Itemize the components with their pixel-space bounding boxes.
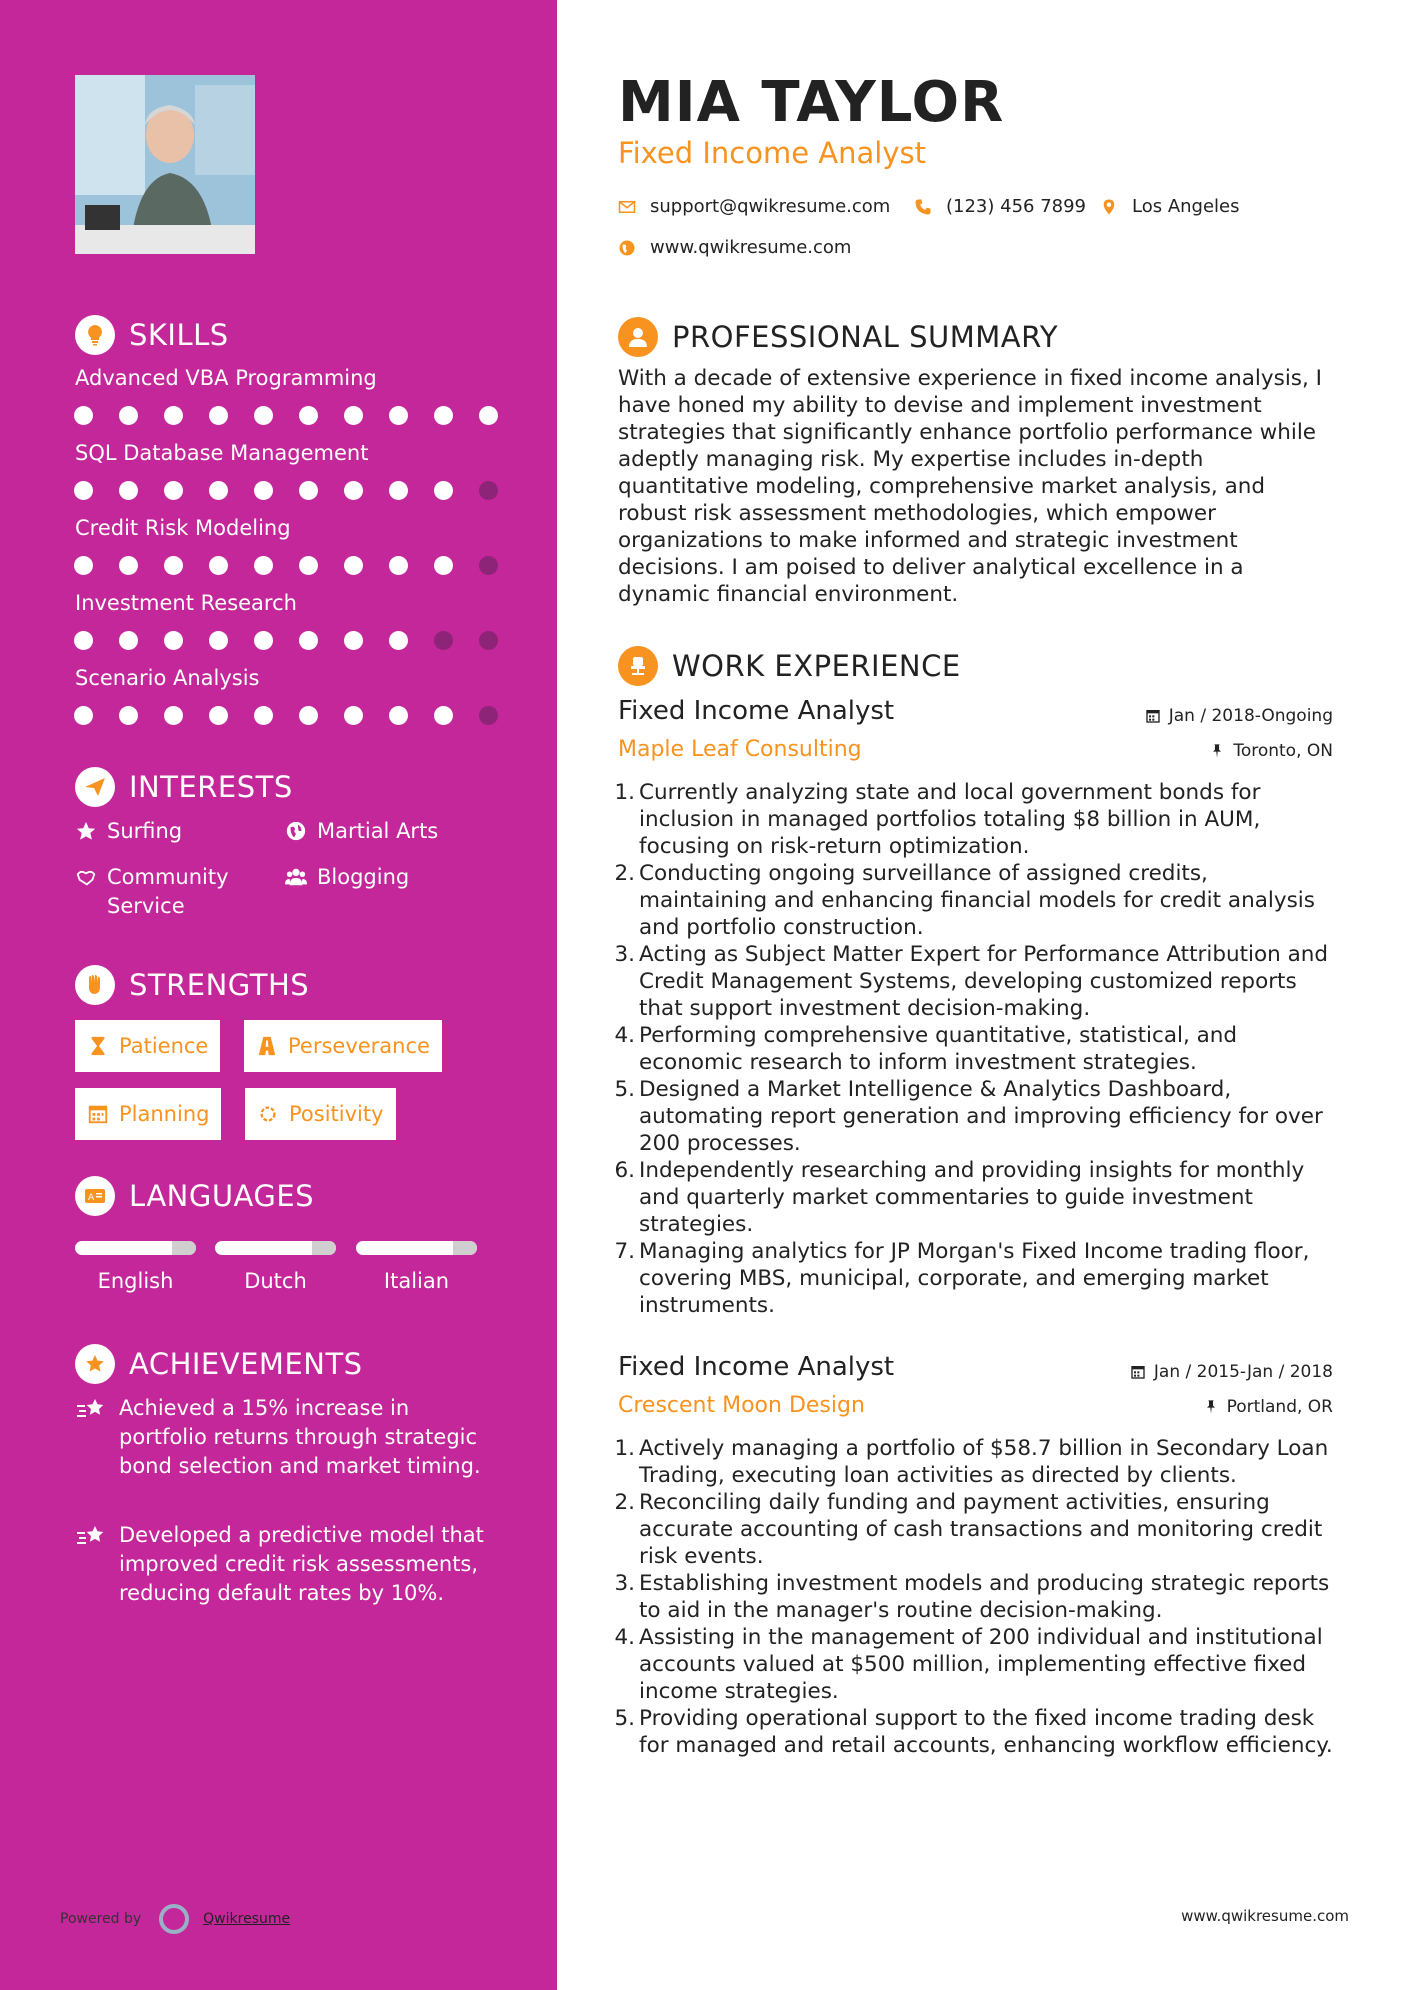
job-title: Fixed Income Analyst [618, 696, 895, 726]
duty-text: Independently researching and providing insights for monthly and quarterly market commentaries to guide investment strategies. [639, 1158, 1305, 1237]
duty-item [610, 1570, 1340, 1624]
footer-website[interactable]: www.qwikresume.com [1181, 1907, 1349, 1925]
job-dates [1130, 1362, 1333, 1382]
strength-badge [75, 1020, 220, 1072]
duty-number: 3. [614, 1571, 635, 1596]
skill-dot-filled [344, 631, 363, 650]
skill-dot-filled [119, 556, 138, 575]
interests-title: INTERESTS [129, 770, 293, 804]
road-icon [256, 1035, 278, 1057]
skill-dot-filled [209, 481, 228, 500]
skill-dot-filled [119, 706, 138, 725]
duty-text: Designed a Market Intelligence & Analytics Dashboard, automating report generation and improving efficiency for over 200 processes. [639, 1077, 1323, 1156]
skill-dot-filled [74, 631, 93, 650]
map-pin-icon [1100, 198, 1118, 216]
contact-website [618, 237, 851, 258]
skill-dot-filled [389, 706, 408, 725]
job-dates-text: Jan / 2015-Jan / 2018 [1153, 1362, 1333, 1382]
language-name: Italian [383, 1269, 450, 1293]
skill-dot-filled [254, 631, 273, 650]
skill-dot-filled [479, 406, 498, 425]
strengths-heading [75, 965, 309, 1005]
duty-item [610, 1157, 1340, 1238]
envelope-icon [618, 198, 636, 216]
globe-icon [618, 239, 636, 257]
interests-heading [75, 767, 293, 807]
location-text: Los Angeles [1132, 196, 1240, 217]
skill-dot-filled [389, 556, 408, 575]
duty-item [610, 1238, 1340, 1319]
skill-dot-filled [299, 631, 318, 650]
skill-dot-filled [119, 406, 138, 425]
duty-text: Providing operational support to the fixed income trading desk for managed and retail accounts, enhancing workflow efficiency. [639, 1706, 1333, 1758]
skill-name: SQL Database Management [75, 441, 369, 465]
duty-item [610, 1489, 1340, 1570]
duty-number: 1. [614, 780, 635, 805]
phone-text: (123) 456 7899 [946, 196, 1087, 217]
interest-label: Surfing [107, 819, 183, 843]
skill-name: Advanced VBA Programming [75, 366, 377, 390]
duty-number: 3. [614, 942, 635, 967]
skill-dot-filled [74, 406, 93, 425]
interest-item [285, 863, 409, 892]
skill-dot-filled [119, 631, 138, 650]
job-location [1203, 1397, 1333, 1417]
duty-number: 1. [614, 1436, 635, 1461]
achievements-heading [75, 1344, 363, 1384]
skill-dot-filled [164, 631, 183, 650]
skills-heading [75, 315, 229, 355]
qwikresume-logo-icon [159, 1904, 189, 1934]
duty-text: Acting as Subject Matter Expert for Performance Attribution and Credit Management Systems, developing customized reports that support investment decision-making. [639, 942, 1329, 1021]
skill-dot-empty [479, 556, 498, 575]
skill-dot-filled [389, 481, 408, 500]
sidebar [0, 0, 557, 1990]
strength-badge [245, 1088, 396, 1140]
hourglass-icon [87, 1035, 109, 1057]
website-text: www.qwikresume.com [650, 237, 852, 258]
duty-text: Conducting ongoing surveillance of assigned credits, maintaining and enhancing financial models for credit analysis and portfolio construction. [639, 861, 1315, 940]
skill-dot-filled [254, 406, 273, 425]
duty-number: 5. [614, 1706, 635, 1731]
skill-dot-filled [119, 481, 138, 500]
pushpin-icon [1203, 1399, 1219, 1415]
skill-dot-filled [389, 631, 408, 650]
skill-dot-empty [479, 481, 498, 500]
language-icon [75, 1176, 115, 1216]
language-level-bar [356, 1241, 477, 1255]
skill-dot-filled [209, 706, 228, 725]
skill-dot-filled [434, 481, 453, 500]
achievement-item [75, 1394, 485, 1481]
skill-dot-filled [254, 706, 273, 725]
achievement-item [75, 1521, 485, 1608]
qwikresume-link[interactable]: Qwikresume [203, 1911, 291, 1927]
skill-dot-filled [434, 706, 453, 725]
star-badge-icon [75, 1344, 115, 1384]
calendar-icon [1145, 708, 1161, 724]
job-company: Crescent Moon Design [618, 1393, 865, 1418]
lightbulb-icon [75, 315, 115, 355]
language-level-bar [215, 1241, 336, 1255]
duty-text: Managing analytics for JP Morgan's Fixed Income trading floor, covering MBS, municipal, corporate, and emerging market instruments. [639, 1239, 1310, 1318]
handshake-icon [75, 866, 97, 888]
job-title: Fixed Income Analyst [618, 1352, 895, 1382]
duty-item [610, 1705, 1340, 1759]
skill-name: Credit Risk Modeling [75, 516, 291, 540]
strength-badge [75, 1088, 221, 1140]
skill-dot-filled [389, 406, 408, 425]
duty-text: Assisting in the management of 200 individual and institutional accounts valued at $500 million, implementing effective fixed income strategies. [639, 1625, 1323, 1704]
duty-number: 5. [614, 1077, 635, 1102]
skill-dot-filled [299, 481, 318, 500]
strength-label: Planning [119, 1102, 210, 1126]
skill-dot-filled [299, 406, 318, 425]
skill-name: Investment Research [75, 591, 297, 615]
skill-dot-empty [479, 631, 498, 650]
globe-icon [285, 820, 307, 842]
candidate-name: MIA TAYLOR [618, 70, 1005, 135]
pushpin-icon [1209, 743, 1225, 759]
email-text: support@qwikresume.com [650, 196, 891, 217]
skill-dot-filled [164, 706, 183, 725]
duty-text: Actively managing a portfolio of $58.7 billion in Secondary Loan Trading, executing loan activities as directed by clients. [639, 1436, 1329, 1488]
candidate-role: Fixed Income Analyst [618, 136, 926, 170]
skill-dot-filled [74, 481, 93, 500]
language-name: Dutch [244, 1269, 307, 1293]
skill-dot-filled [74, 556, 93, 575]
languages-title: LANGUAGES [129, 1179, 315, 1213]
calendar-icon [1130, 1364, 1146, 1380]
skill-dot-filled [344, 406, 363, 425]
strength-label: Positivity [289, 1102, 384, 1126]
users-icon [285, 866, 307, 888]
skill-dot-filled [209, 631, 228, 650]
strength-badge [244, 1020, 442, 1072]
language-level-remaining [172, 1241, 196, 1255]
duty-number: 2. [614, 861, 635, 886]
duty-number: 4. [614, 1023, 635, 1048]
duty-item [610, 1022, 1340, 1076]
skill-dot-empty [479, 706, 498, 725]
achievement-text: Developed a predictive model that improved credit risk assessments, reducing default rates by 10%. [119, 1523, 484, 1605]
paper-plane-icon [75, 767, 115, 807]
phone-icon [914, 198, 932, 216]
contact-phone [914, 196, 1086, 217]
svg-text:A: A [88, 1193, 95, 1203]
job-location-text: Toronto, ON [1233, 741, 1333, 761]
skill-dot-filled [164, 556, 183, 575]
language-level-remaining [453, 1241, 477, 1255]
skill-dot-filled [164, 481, 183, 500]
sun-icon [257, 1103, 279, 1125]
skill-dot-empty [434, 631, 453, 650]
skill-dot-filled [254, 556, 273, 575]
shooting-star-icon [75, 1523, 107, 1551]
skill-dot-filled [209, 556, 228, 575]
skill-dot-filled [344, 556, 363, 575]
skill-rating [74, 706, 524, 725]
duty-text: Currently analyzing state and local government bonds for inclusion in managed portfolios totaling $8 billion in AUM, focusing on risk-return optimization. [639, 780, 1261, 859]
job-location-text: Portland, OR [1226, 1397, 1333, 1417]
powered-by-label: Powered by [60, 1911, 142, 1927]
job-location [1209, 741, 1333, 761]
duty-number: 6. [614, 1158, 635, 1183]
summary-text: With a decade of extensive experience in fixed income analysis, I have honed my ability to devise and implement investment strategies that significantly enhance portfolio performance while adeptly managing risk. My expertise includes in-depth quantitative modeling, comprehensive market analysis, and robust risk assessment methodologies, which empower organizations to make informed and strategic investment decisions. I am poised to deliver analytical excellence in a dynamic financial environment. [618, 366, 1322, 607]
skill-rating [74, 481, 524, 500]
experience-title: WORK EXPERIENCE [672, 649, 961, 683]
strength-label: Perseverance [288, 1034, 430, 1058]
skills-title: SKILLS [129, 318, 229, 352]
strength-label: Patience [119, 1034, 209, 1058]
skill-dot-filled [299, 706, 318, 725]
skill-dot-filled [74, 706, 93, 725]
skill-dot-filled [209, 406, 228, 425]
contact-location [1100, 196, 1240, 217]
duty-number: 4. [614, 1625, 635, 1650]
job-duties [610, 779, 1340, 1319]
duty-item [610, 1624, 1340, 1705]
job-dates-text: Jan / 2018-Ongoing [1168, 706, 1333, 726]
interest-item [75, 817, 182, 846]
duty-item [610, 1076, 1340, 1157]
interest-label: Martial Arts [317, 819, 439, 843]
interest-label: Blogging [317, 865, 410, 889]
skill-dot-filled [299, 556, 318, 575]
duty-text: Establishing investment models and producing strategic reports to aid in the manager's routine decision-making. [639, 1571, 1330, 1623]
skill-dot-filled [254, 481, 273, 500]
duty-item [610, 779, 1340, 860]
skill-dot-filled [344, 481, 363, 500]
job-dates [1145, 706, 1333, 726]
calendar-icon [87, 1103, 109, 1125]
job-company: Maple Leaf Consulting [618, 737, 862, 762]
fist-icon [75, 965, 115, 1005]
duty-number: 7. [614, 1239, 635, 1264]
profile-photo [75, 75, 255, 254]
duty-item [610, 1435, 1340, 1489]
language-level-remaining [312, 1241, 336, 1255]
user-icon [618, 317, 658, 357]
summary-title: PROFESSIONAL SUMMARY [672, 320, 1059, 354]
interest-label: Community Service [107, 865, 229, 918]
language-level-bar [75, 1241, 196, 1255]
skill-rating [74, 631, 524, 650]
duty-number: 2. [614, 1490, 635, 1515]
skill-dot-filled [434, 556, 453, 575]
duty-item [610, 941, 1340, 1022]
languages-heading [75, 1176, 314, 1216]
shooting-star-icon [75, 1396, 107, 1424]
language-name: English [97, 1269, 174, 1293]
skill-dot-filled [164, 406, 183, 425]
interest-item [285, 817, 438, 846]
experience-heading [618, 646, 961, 686]
strengths-title: STRENGTHS [129, 968, 310, 1002]
achievements-title: ACHIEVEMENTS [129, 1347, 363, 1381]
powered-by [60, 1904, 290, 1934]
star-icon [75, 820, 97, 842]
duty-text: Performing comprehensive quantitative, statistical, and economic research to inform investment strategies. [639, 1023, 1238, 1075]
skill-dot-filled [344, 706, 363, 725]
skill-name: Scenario Analysis [75, 666, 260, 690]
achievement-text: Achieved a 15% increase in portfolio returns through strategic bond selection and market timing. [119, 1396, 481, 1478]
duty-item [610, 860, 1340, 941]
duty-text: Reconciling daily funding and payment activities, ensuring accurate accounting of cash transactions and monitoring credit risk events. [639, 1490, 1323, 1569]
interest-item [75, 863, 275, 921]
skill-rating [74, 556, 524, 575]
job-duties [610, 1435, 1340, 1759]
office-chair-icon [618, 646, 658, 686]
contact-email [618, 196, 890, 217]
skill-dot-filled [434, 406, 453, 425]
summary-heading [618, 317, 1058, 357]
skill-rating [74, 406, 524, 425]
